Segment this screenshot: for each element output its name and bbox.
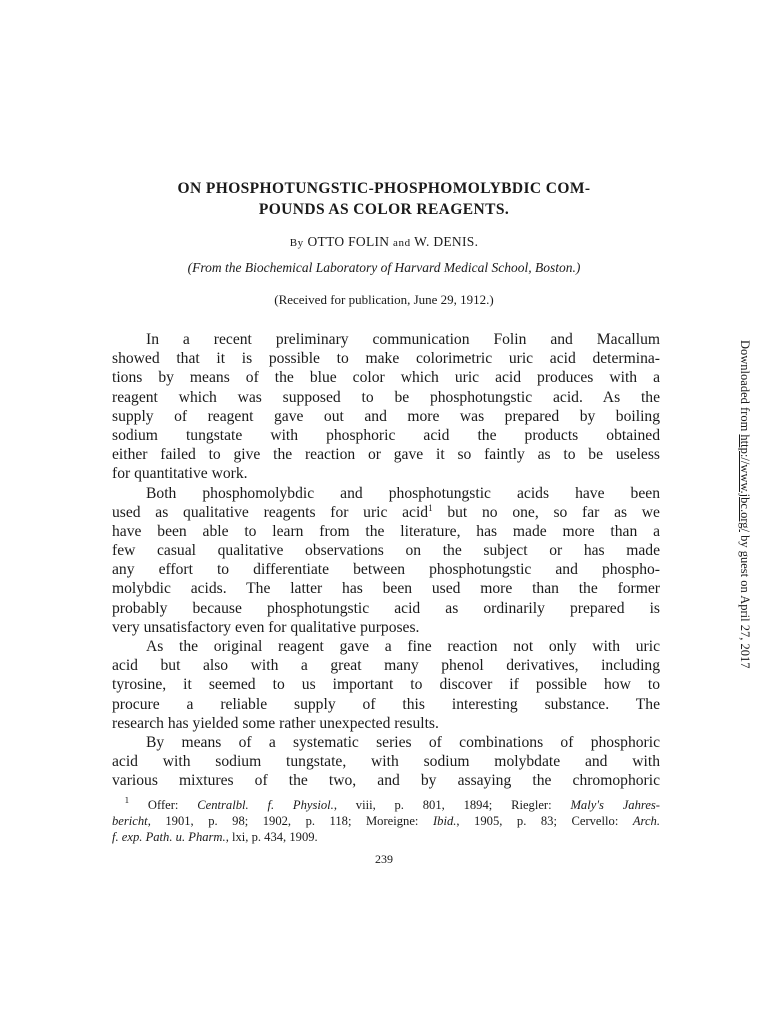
footnote-line bbox=[112, 797, 660, 813]
footnote bbox=[112, 797, 660, 845]
download-notice bbox=[737, 340, 752, 668]
body-line: various mixtures of the two, and by assaying the chromophoric bbox=[112, 772, 660, 790]
body-line: procure a reliable supply of this interesting substance. The bbox=[112, 695, 660, 713]
author-1: OTTO FOLIN bbox=[307, 234, 390, 249]
footnote-line bbox=[112, 813, 660, 829]
footnote-line bbox=[112, 829, 660, 845]
body-line: have been able to learn from the literature, has made more than a bbox=[112, 522, 660, 540]
footnote-text: , 1901, p. 98; 1902, p. 118; Moreigne: bbox=[147, 814, 433, 828]
title-line-1: ON PHOSPHOTUNGSTIC-PHOSPHOMOLYBDIC COM- bbox=[177, 180, 591, 197]
body-line: acid but also with a great many phenol derivatives, including bbox=[112, 657, 660, 675]
body-line: reagent which was supposed to be phosphotungstic acid. As the bbox=[112, 388, 660, 406]
byline-by: By bbox=[289, 237, 304, 249]
footnote-journal: bericht bbox=[112, 814, 148, 828]
footnote-text: , lxi, p. 434, 1909. bbox=[225, 830, 318, 844]
body-text: but no one, so far as we bbox=[432, 503, 660, 521]
footnote-marker: 1 bbox=[124, 797, 130, 805]
footnote-text: , 1905, p. 83; Cervello: bbox=[456, 814, 633, 828]
footnote-journal: f. exp. Path. u. Pharm. bbox=[112, 830, 226, 844]
body-line: very unsatisfactory even for qualitative purposes. bbox=[112, 618, 420, 636]
body-line: tions by means of the blue color which uric acid produces with a bbox=[112, 369, 660, 387]
body-line: tyrosine, it seemed to us important to discover if possible how to bbox=[112, 676, 660, 694]
body-line: either failed to give the reaction or gave it so faintly as to be useless bbox=[112, 446, 660, 464]
footnote-text: , viii, p. 801, 1894; Riegler: bbox=[333, 798, 571, 812]
received-date: (Received for publication, June 29, 1912.) bbox=[274, 292, 494, 307]
body-line: acid with sodium tungstate, with sodium molybdate and with bbox=[112, 753, 660, 771]
byline-and: and bbox=[393, 237, 411, 249]
body-line: few casual qualitative observations on the subject or has made bbox=[112, 542, 660, 560]
body-line: for quantitative work. bbox=[112, 465, 248, 483]
body-line: any effort to differentiate between phosphotungstic and phospho- bbox=[112, 561, 660, 579]
footnote-journal: Centralbl. f. Physiol. bbox=[197, 798, 334, 812]
body-line: In a recent preliminary communication Folin and Macallum bbox=[146, 331, 660, 348]
article-body bbox=[112, 330, 660, 791]
footnote-journal: Maly's Jahres- bbox=[570, 798, 660, 812]
body-line: By means of a systematic series of combinations of phosphoric bbox=[146, 733, 660, 751]
page-number: 239 bbox=[375, 852, 393, 866]
footnote-journal: Arch. bbox=[632, 814, 660, 828]
footnote-text: Offer: bbox=[129, 798, 198, 812]
body-line: As the original reagent gave a fine reaction not only with uric bbox=[146, 638, 660, 655]
download-suffix: by guest on April 27, 2017 bbox=[738, 532, 752, 669]
body-line: sodium tungstate with phosphoric acid the products obtained bbox=[112, 426, 660, 444]
body-line: molybdic acids. The latter has been used more than the former bbox=[112, 580, 660, 598]
jbc-link[interactable]: http://www.jbc.org/ bbox=[738, 434, 752, 532]
title-line-2: POUNDS AS COLOR REAGENTS. bbox=[258, 201, 510, 218]
affiliation-text: (From the Biochemical Laboratory of Harvard Medical School, Boston.) bbox=[187, 260, 581, 275]
body-line: supply of reagent gave out and more was prepared by boiling bbox=[112, 407, 660, 425]
body-line: research has yielded some rather unexpected results. bbox=[112, 714, 439, 732]
body-line: Both phosphomolybdic and phosphotungstic acids have been bbox=[146, 484, 660, 502]
footnote-journal: Ibid. bbox=[432, 814, 457, 828]
author-2: W. DENIS. bbox=[414, 234, 479, 249]
byline bbox=[96, 234, 672, 250]
footnote-ref: 1 bbox=[428, 502, 433, 513]
affiliation bbox=[96, 260, 672, 276]
body-line-with-citation bbox=[112, 503, 660, 522]
article-title bbox=[96, 178, 672, 220]
body-line: probably because phosphotungstic acid as ordinarily prepared is bbox=[112, 599, 660, 617]
body-text: used as qualitative reagents for uric acid bbox=[112, 503, 429, 521]
download-prefix: Downloaded from bbox=[738, 340, 752, 435]
body-line: showed that it is possible to make colorimetric uric acid determina- bbox=[112, 350, 660, 368]
